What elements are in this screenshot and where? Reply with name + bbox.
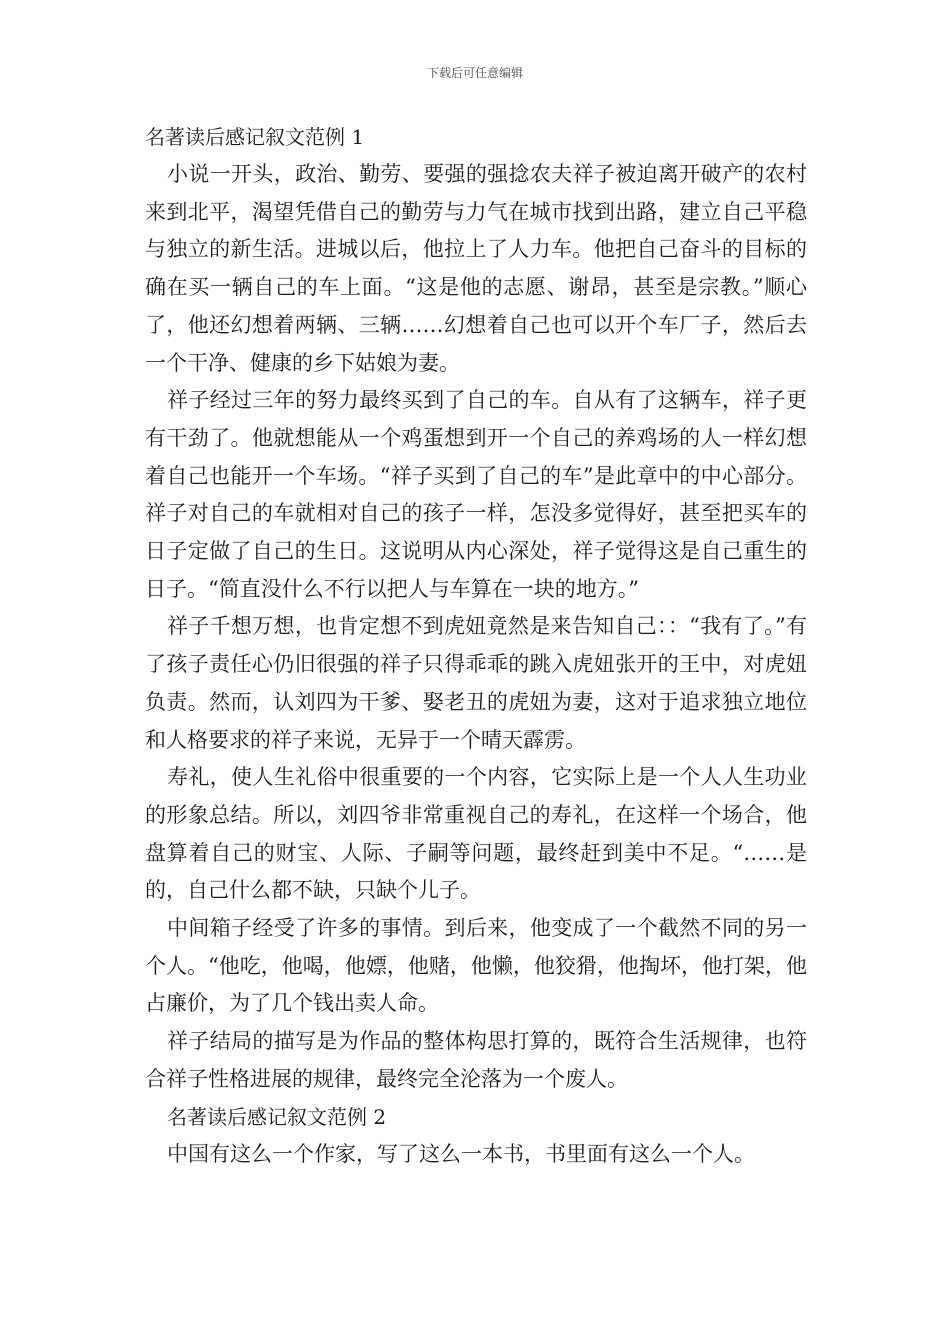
section-heading-1: 名著读后感记叙文范例 1 (145, 125, 365, 149)
page-header: 下载后可任意编辑 (426, 66, 523, 80)
paragraph: 中间箱子经受了许多的事情。到后来，他变成了一个截然不同的另一个人。“他吃，他喝，他嫖，他赌，他懒，他狡猾，他掏坏，他打架，他占廉价，为了几个钱出卖人命。 (145, 916, 807, 1016)
paragraph: 祥子结局的描写是为作品的整体构思打算的，既符合生活规律，也符合祥子性格进展的规律，最终完全沦落为一个废人。 (145, 1029, 807, 1091)
paragraph: 寿礼，使人生礼俗中很重要的一个内容，它实际上是一个人人生功业的形象总结。所以，刘四爷非常重视自己的寿礼，在这样一个场合，他盘算着自己的财宝、人际、子嗣等问题，最终赶到美中不足。“……是的，自己什么都不缺，只缺个儿子。 (145, 765, 807, 903)
paragraph: 中国有这么一个作家，写了这么一本书，书里面有这么一个人。 (167, 1141, 755, 1166)
paragraph: 祥子千想万想，也肯定想不到虎妞竟然是来告知自己：：“我有了。”有了孩子责任心仍旧很强的祥子只得乖乖的跳入虎妞张开的王中，对虎妞负责。然而，认刘四为干爹、娶老丑的虎妞为妻，这对于追求独立地位和人格要求的祥子来说，无异于一个晴天霹雳。 (145, 614, 807, 752)
document-body (145, 119, 807, 1173)
paragraph: 小说一开头，政治、勤劳、要强的强捻农夫祥子被迫离开破产的农村来到北平，渴望凭借自己的勤劳与力气在城市找到出路，建立自己平稳与独立的新生活。进城以后，他拉上了人力车。他把自己奋斗的目标的确在买一辆自己的车上面。“这是他的志愿、谢昂，甚至是宗教。”顺心了，他还幻想着两辆、三辆……幻想着自己也可以开个车厂子，然后去一个干净、健康的乡下姑娘为妻。 (145, 162, 807, 375)
paragraph: 祥子经过三年的努力最终买到了自己的车。自从有了这辆车，祥子更有干劲了。他就想能从一个鸡蛋想到开一个自己的养鸡场的人一样幻想着自己也能开一个车场。“祥子买到了自己的车”是此章中的中心部分。祥子对自己的车就相对自己的孩子一样，怎没多觉得好，甚至把买车的日子定做了自己的生日。这说明从内心深处，祥子觉得这是自己重生的日子。“简直没什么不行以把人与车算在一块的地方。” (145, 388, 807, 601)
section-heading-2: 名著读后感记叙文范例 2 (167, 1104, 387, 1129)
